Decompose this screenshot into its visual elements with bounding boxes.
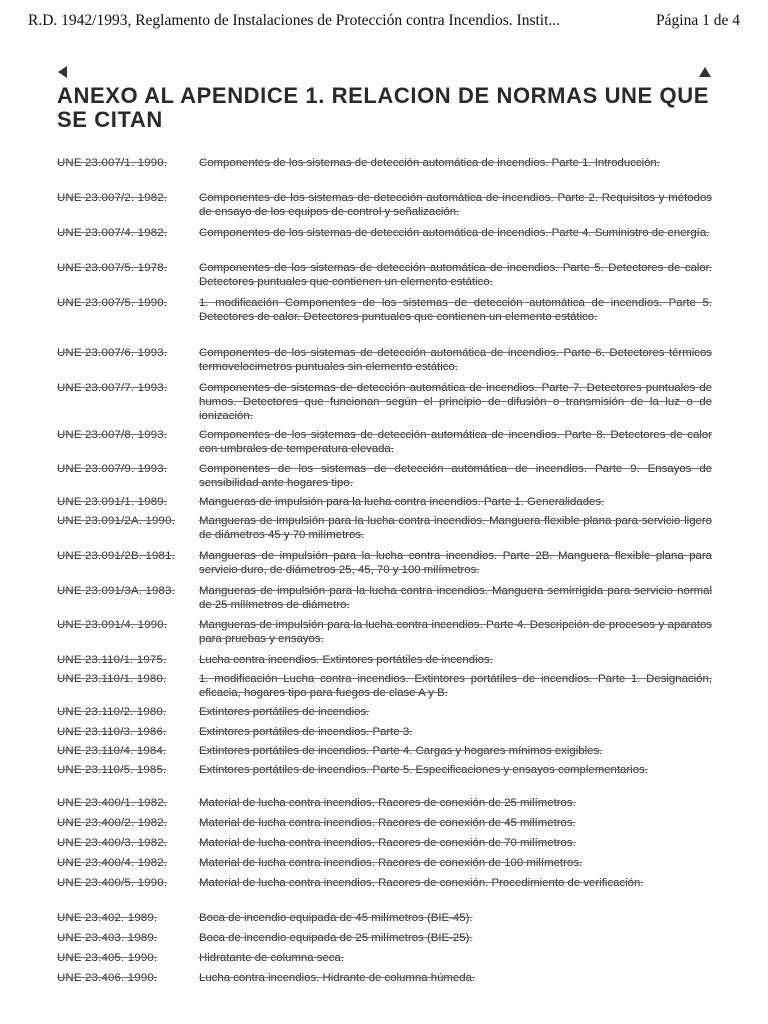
norm-description: 1. modificación Componentes de los sistemas de detección automática de incendios. Parte 5. Detectores de calor. Detectores puntuales que contienen un elemento estático. (199, 297, 712, 323)
norm-description: Componentes de los sistemas de detección automática de incendios. Parte 4. Suministro de energía. (199, 227, 710, 239)
norm-description: Hidratante de columna seca. (199, 952, 344, 964)
norm-description: Mangueras de impulsión para la lucha contra incendios. Parte 2B. Manguera flexible plana para servicio duro, de diámetros 25, 45, 70 y 100 milímetros. (199, 550, 712, 576)
norm-description: Extintores portátiles de incendios. (199, 706, 370, 718)
norm-code: UNE 23.110/2. 1980. (57, 706, 167, 718)
norm-row (57, 296, 712, 324)
norm-row (57, 346, 712, 374)
norm-description: Lucha contra incendios. Hidrante de columna húmeda. (199, 972, 476, 984)
norm-description: Componentes de los sistemas de detección automática de incendios. Parte 9. Ensayos de sensibilidad ante hogares tipo. (199, 463, 712, 489)
norm-row (57, 816, 712, 830)
norm-row (57, 725, 712, 739)
norm-code: UNE 23.110/1. 1975. (57, 654, 167, 666)
norm-row (57, 705, 712, 719)
norm-code: UNE 23.406. 1990. (57, 972, 158, 984)
norm-row (57, 462, 712, 490)
norm-row (57, 856, 712, 870)
page-number: Página 1 de 4 (656, 12, 740, 29)
norm-code: UNE 23.400/3. 1982. (57, 837, 168, 849)
norm-description: Componentes de los sistemas de detección automática de incendios. Parte 1. Introducción. (199, 157, 660, 169)
norm-description: Mangueras de impulsión para la lucha contra incendios. Manguera flexible plana para servicio ligero de diámetros 45 y 70 milímetros. (199, 515, 712, 541)
norm-description: Componentes de sistemas de detección automática de incendios. Parte 7. Detectores puntuales de humos. Detectores que funcionan según el principio de difusión o transmisión de la luz o de ionización. (199, 382, 712, 422)
norm-row (57, 514, 712, 542)
norm-code: UNE 23.403. 1989. (57, 932, 158, 944)
arrow-up-icon[interactable] (697, 64, 713, 80)
norm-row (57, 951, 712, 965)
norm-row (57, 618, 712, 646)
norm-code: UNE 23.007/6. 1993. (57, 347, 168, 359)
norm-description: Boca de incendio equipada de 45 milímetros (BIE-45). (199, 912, 473, 924)
norm-code: UNE 23.007/5. 1990. (57, 297, 168, 309)
norm-row (57, 744, 712, 758)
norm-row (57, 876, 712, 890)
norm-description: Material de lucha contra incendios. Racores de conexión de 25 milímetros. (199, 797, 576, 809)
norm-row (57, 191, 712, 219)
annex-title: ANEXO AL APENDICE 1. RELACION DE NORMAS UNE QUE SE CITAN (57, 83, 710, 132)
norm-description: Boca de incendio equipada de 25 milímetros (BIE-25). (199, 932, 473, 944)
page-header (0, 0, 768, 40)
norm-description: Material de lucha contra incendios. Racores de conexión de 100 milímetros. (199, 857, 583, 869)
norm-description: Extintores portátiles de incendios. Parte 5. Especificaciones y ensayos complementarios. (199, 764, 648, 776)
norm-code: UNE 23.007/1. 1990. (57, 157, 168, 169)
norm-row (57, 763, 712, 777)
norm-code: UNE 23.110/5. 1985. (57, 764, 167, 776)
norm-code: UNE 23.007/9. 1993. (57, 463, 168, 475)
norm-code: UNE 23.400/1. 1982. (57, 797, 168, 809)
norm-code: UNE 23.110/3. 1986. (57, 726, 167, 738)
norm-code: UNE 23.110/4. 1984. (57, 745, 167, 757)
norm-code: UNE 23.091/2A. 1990. (57, 515, 175, 527)
norm-description: Mangueras de impulsión para la lucha contra incendios. Manguera semirrigida para servicio normal de 25 milímetros de diámetro. (199, 585, 712, 611)
norm-row (57, 381, 712, 423)
norm-description: Material de lucha contra incendios. Racores de conexión de 70 milímetros. (199, 837, 576, 849)
norm-code: UNE 23.007/4. 1982. (57, 227, 168, 239)
norm-code: UNE 23.007/5. 1978. (57, 262, 168, 274)
arrow-left-icon[interactable] (54, 64, 70, 80)
norm-code: UNE 23.007/8. 1993. (57, 429, 168, 441)
norm-description: Componentes de los sistemas de detección automática de incendios. Parte 5. Detectores de calor. Detectores puntuales que contienen un elemento estático. (199, 262, 712, 288)
norm-code: UNE 23.091/1. 1989. (57, 496, 168, 508)
arrow-left-icon-graphic (56, 65, 68, 79)
norm-description: Componentes de los sistemas de detección automática de incendios. Parte 6. Detectores térmicos termovelocimetros puntuales sin elemento estático. (199, 347, 712, 373)
norm-row (57, 911, 712, 925)
norm-row (57, 931, 712, 945)
norm-row (57, 672, 712, 700)
norm-row (57, 549, 712, 577)
norm-code: UNE 23.405. 1990. (57, 952, 158, 964)
norm-description: Material de lucha contra incendios. Racores de conexión. Procedimiento de verificación. (199, 877, 644, 889)
norm-code: UNE 23.110/1. 1980. (57, 673, 167, 685)
norm-row (57, 156, 712, 170)
norm-code: UNE 23.400/5. 1990. (57, 877, 168, 889)
norm-row (57, 261, 712, 289)
arrow-up-icon-graphic (698, 66, 712, 78)
norm-description: Extintores portátiles de incendios. Parte 4. Cargas y hogares mínimos exigibles. (199, 745, 603, 757)
norm-description: Mangueras de impulsión para la lucha contra incendios. Parte 4. Descripción de procesos y aparatos para pruebas y ensayos. (199, 619, 712, 645)
norm-code: UNE 23.400/2. 1982. (57, 817, 168, 829)
norm-row (57, 836, 712, 850)
norm-row (57, 796, 712, 810)
norm-description: Lucha contra incendios. Extintores portátiles de incendios. (199, 654, 493, 666)
norm-code: UNE 23.091/3A. 1983. (57, 585, 175, 597)
norm-description: Componentes de los sistemas de detección automática de incendios. Parte 2. Requisitos y métodos de ensayo de los equipos de control y señalización. (199, 192, 712, 218)
norm-description: Material de lucha contra incendios. Racores de conexión de 45 milímetros. (199, 817, 576, 829)
norm-description: Componentes de los sistemas de detección automática de incendios. Parte 8. Detectores de calor con umbrales de temperatura elevada. (199, 429, 712, 455)
norm-description: Mangueras de impulsión para la lucha contra incendios. Parte 1. Generalidades. (199, 496, 605, 508)
norm-row (57, 226, 712, 240)
norm-code: UNE 23.007/7. 1993. (57, 382, 168, 394)
norm-row (57, 971, 712, 985)
norm-row (57, 428, 712, 456)
document-title: R.D. 1942/1993, Reglamento de Instalaciones de Protección contra Incendios. Instit... (28, 12, 561, 29)
norm-row (57, 584, 712, 612)
norm-code: UNE 23.091/4. 1990. (57, 619, 168, 631)
norm-code: UNE 23.402. 1989. (57, 912, 158, 924)
norm-code: UNE 23.400/4. 1982. (57, 857, 168, 869)
norm-row (57, 495, 712, 509)
norm-code: UNE 23.007/2. 1982. (57, 192, 168, 204)
norm-code: UNE 23.091/2B. 1981. (57, 550, 175, 562)
norm-description: Extintores portátiles de incendios. Parte 3. (199, 726, 413, 738)
norm-row (57, 653, 712, 667)
norm-description: 1. modificación Lucha contra incendios. Extintores portátiles de incendios. Parte 1. Designación, eficacia, hogares tipo para fuegos de clase A y B. (199, 673, 712, 699)
